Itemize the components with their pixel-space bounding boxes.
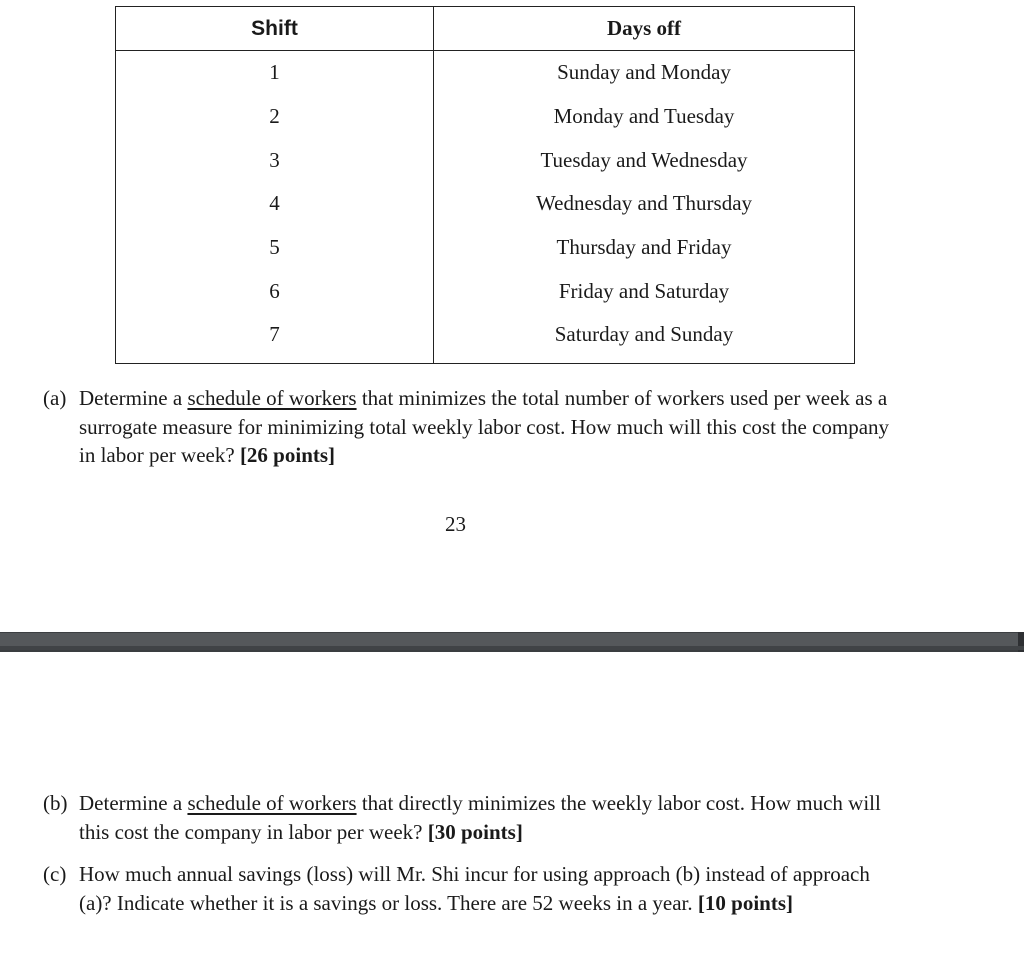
shift-number: 5	[116, 226, 434, 270]
days-off-value: Monday and Tuesday	[553, 104, 735, 129]
question-b	[43, 789, 903, 846]
question-c	[43, 860, 903, 917]
days-off-value: Friday and Saturday	[558, 278, 730, 303]
question-c-text: How much annual savings (loss) will Mr. Shi incur for using approach (b) instead of approach (a)? Indicate whether it is a savings or loss. There are 52 weeks in a year. [10 points]	[79, 862, 870, 915]
table-row	[116, 95, 855, 139]
table-row	[116, 182, 855, 226]
shift-days-off-table	[115, 6, 855, 364]
days-off-value: Wednesday and Thursday	[535, 191, 753, 216]
question-a	[43, 384, 903, 470]
table-row	[116, 226, 855, 270]
table-row	[116, 138, 855, 182]
page-number: 23	[445, 512, 466, 536]
question-c-label: (c)	[43, 862, 67, 886]
days-off-value: Sunday and Monday	[557, 60, 731, 85]
question-c-points: [10 points]	[697, 890, 793, 915]
question-b-underlined: schedule of workers	[187, 791, 357, 815]
days-off-value: Saturday and Sunday	[554, 322, 734, 347]
table-row	[116, 269, 855, 313]
days-off-value: Tuesday and Wednesday	[540, 147, 748, 172]
header-days-off: Days off	[434, 7, 855, 51]
question-b-label: (b)	[43, 791, 68, 815]
question-b-text: Determine a schedule of workers that directly minimizes the weekly labor cost. How much will this cost the company in labor per week? [30 points]	[79, 791, 881, 844]
table-header-row	[116, 7, 855, 51]
shift-number: 6	[116, 269, 434, 313]
header-shift: Shift	[116, 7, 434, 51]
table-row	[116, 313, 855, 363]
table-row	[116, 51, 855, 95]
page-divider	[0, 632, 1024, 652]
days-off-value: Thursday and Friday	[556, 235, 732, 260]
question-a-points: [26 points]	[239, 443, 336, 467]
question-a-label: (a)	[43, 386, 67, 410]
shift-number: 1	[116, 51, 434, 95]
question-b-points: [30 points]	[427, 819, 523, 844]
shift-number: 3	[116, 138, 434, 182]
question-a-text: Determine a schedule of workers that minimizes the total number of workers used per week as a surrogate measure for minimizing total weekly labor cost. How much will this cost the company in labor per week? [26 points]	[79, 386, 890, 467]
shift-number: 7	[116, 313, 434, 363]
shift-number: 4	[116, 182, 434, 226]
question-a-underlined: schedule of workers	[187, 386, 357, 410]
shift-number: 2	[116, 95, 434, 139]
